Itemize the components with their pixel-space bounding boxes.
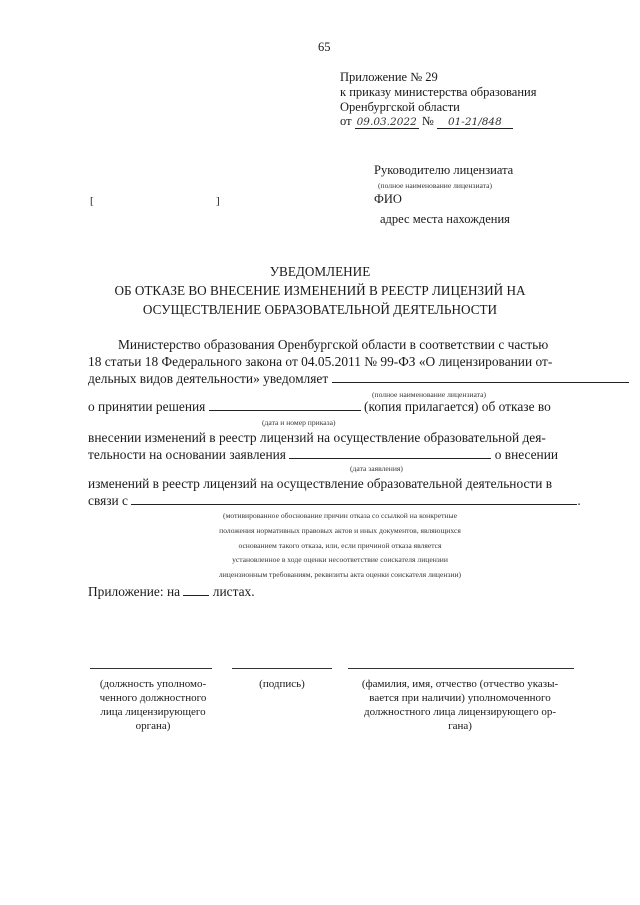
position-caption-line: ченного должностного <box>99 692 207 704</box>
reason-hint-line: основанием такого отказа, или, если причиной отказа является <box>238 540 442 550</box>
name-caption <box>340 677 580 733</box>
position-line <box>90 668 212 669</box>
body-line-6 <box>88 447 558 463</box>
application-text: тельности на основании заявления <box>88 447 286 462</box>
appendix-line-1: Приложение № 29 <box>340 70 438 84</box>
registration-bracket-left: [ <box>90 195 94 207</box>
appendix-line-3: Оренбургской области <box>340 100 460 114</box>
title-line-2: ОБ ОТКАЗЕ ВО ВНЕСЕНИЕ ИЗМЕНЕНИЙ В РЕЕСТР ЛИЦЕНЗИЙ НА <box>114 283 526 298</box>
name-line <box>348 668 574 669</box>
signature-caption-line: (подпись) <box>259 678 305 690</box>
signature-caption <box>232 677 332 691</box>
reason-dot: . <box>577 493 581 508</box>
body-line-7: изменений в реестр лицензий на осуществление образовательной деятельности в <box>88 476 553 491</box>
reason-hint-line: лицензионным требованиям, реквизиты акта оценки соискателя лицензии) <box>218 570 462 580</box>
order-date: 09.03.2022 <box>356 116 417 128</box>
title-line-1: УВЕДОМЛЕНИЕ <box>269 264 371 279</box>
name-caption-line: должностного лица лицензирующего ор- <box>363 706 556 718</box>
application-text-2: о внесении <box>494 447 559 462</box>
attachment-line <box>88 584 255 600</box>
reason-hint-line: установленное в ходе оценки несоответствие соискателя лицензии <box>232 555 448 565</box>
reason-hint-block <box>150 509 530 583</box>
appendix-line-2: к приказу министерства образования <box>340 85 537 99</box>
order-hint: (дата и номер приказа) <box>262 418 336 427</box>
reason-hint-line: положения нормативных правовых актов и иных документов, являющихся <box>219 525 461 535</box>
attachment-text-2: листах. <box>212 584 255 599</box>
body-line-1: Министерство образования Оренбургской области в соответствии с частью <box>118 337 549 352</box>
body-line-3 <box>88 371 629 387</box>
application-date-blank <box>289 447 491 459</box>
sheets-count-blank <box>183 584 209 596</box>
decision-text-2: (копия прилагается) об отказе во <box>364 399 551 414</box>
body-line-8 <box>88 493 581 509</box>
name-caption-line: вается при наличии) уполномоченного <box>369 692 551 704</box>
body-line-5: внесении изменений в реестр лицензий на осуществление образовательной дея- <box>88 430 546 445</box>
position-caption-line: органа) <box>135 720 171 732</box>
body-line-3-text: дельных видов деятельности» уведомляет <box>88 371 329 386</box>
licensee-hint: (полное наименование лицензиата) <box>372 390 486 399</box>
application-date-hint: (дата заявления) <box>350 464 403 473</box>
addressee-fio: ФИО <box>374 192 402 206</box>
addressee-title: Руководителю лицензиата <box>374 163 514 177</box>
position-caption <box>86 677 220 733</box>
decision-text: о принятии решения <box>88 399 206 414</box>
registration-bracket-right: ] <box>216 195 220 207</box>
body-line-2: 18 статьи 18 Федерального закона от 04.05.2011 № 99-ФЗ «О лицензировании от- <box>88 354 553 369</box>
name-caption-line: (фамилия, имя, отчество (отчество указы- <box>361 678 559 690</box>
licensee-name-blank <box>332 371 629 383</box>
addressee-hint: (полное наименование лицензиата) <box>378 181 492 190</box>
page-number: 65 <box>318 40 331 54</box>
addressee-address: адрес места нахождения <box>380 212 510 226</box>
date-prefix: от <box>340 114 352 128</box>
signature-line <box>232 668 332 669</box>
reason-hint-line: (мотивированное обоснование причин отказа со ссылкой на конкретные <box>223 511 457 520</box>
title-line-3: ОСУЩЕСТВЛЕНИЕ ОБРАЗОВАТЕЛЬНОЙ ДЕЯТЕЛЬНОСТИ <box>142 302 498 317</box>
name-caption-line: гана) <box>448 720 472 732</box>
reason-blank <box>131 493 577 505</box>
appendix-date-row <box>340 114 513 129</box>
order-date-number-blank <box>209 399 361 411</box>
number-prefix: № <box>421 114 434 128</box>
order-number: 01-21/848 <box>437 116 513 129</box>
body-line-4 <box>88 399 551 415</box>
position-caption-line: (должность уполномо- <box>99 678 207 690</box>
position-caption-line: лица лицензирующего <box>100 706 206 718</box>
attachment-text: Приложение: на <box>88 584 181 599</box>
reason-prefix: связи с <box>88 493 128 508</box>
